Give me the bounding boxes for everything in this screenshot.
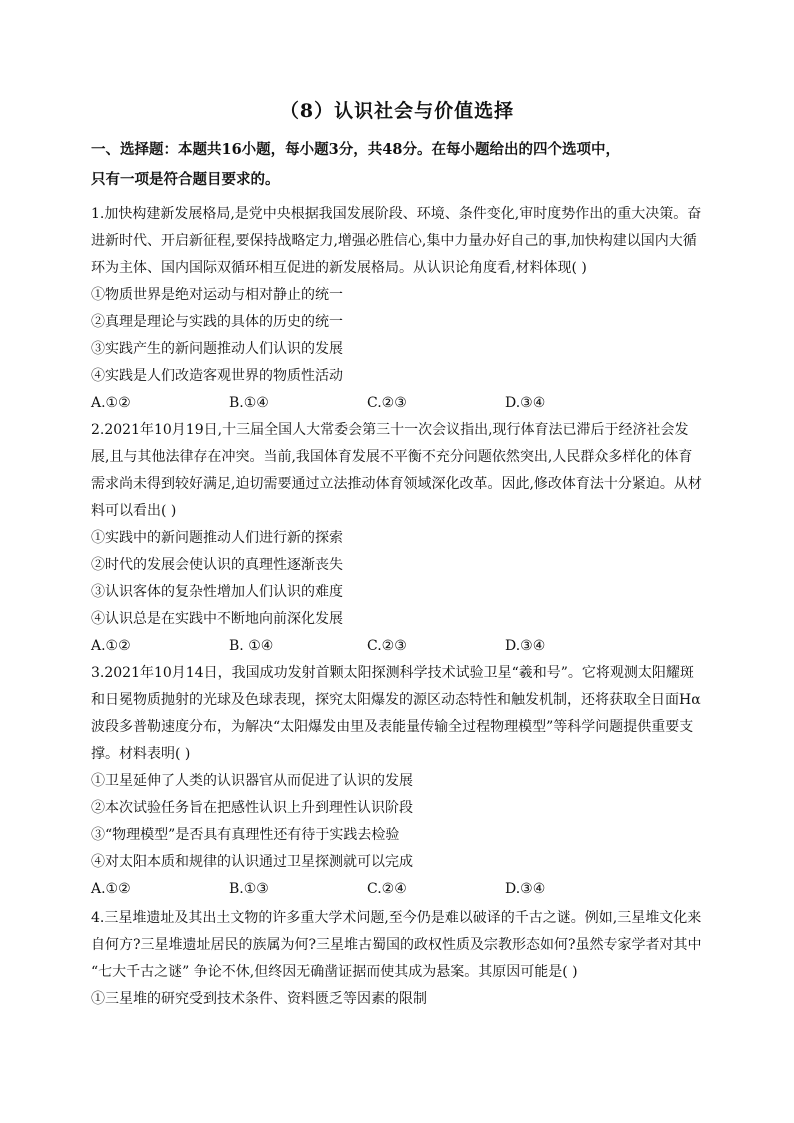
question-4 xyxy=(91,905,703,1013)
option-1: ①卫星延伸了人类的认识器官从而促进了认识的发展 xyxy=(91,773,413,789)
choice-b[interactable]: B.①④ xyxy=(229,395,269,411)
question-stem: 4.三星堆遗址及其出土文物的许多重大学术问题,至今仍是难以破译的千古之谜。例如,三星堆文化来自何方?三星堆遗址居民的族属为何?三星堆古蜀国的政权性质及宗教形态如何?虽然专家学者对其中 “七大千古之谜” 争论不休,但终因无确凿证据而使其成为悬案。其原因可能是( ) xyxy=(91,910,702,980)
answer-choices xyxy=(91,390,703,417)
choice-a[interactable]: A.①② xyxy=(91,881,131,897)
option-1: ①实践中的新问题推动人们进行新的探索 xyxy=(91,530,343,546)
question-3 xyxy=(91,660,703,903)
choice-a[interactable]: A.①② xyxy=(91,638,131,654)
option-3: ③“物理模型”是否具有真理性还有待于实践去检验 xyxy=(91,827,400,843)
choice-d[interactable]: D.③④ xyxy=(505,638,546,654)
section-heading xyxy=(91,135,711,195)
choice-d[interactable]: D.③④ xyxy=(505,881,546,897)
choice-b[interactable]: B.①③ xyxy=(229,881,269,897)
question-2 xyxy=(91,417,703,660)
option-4: ④认识总是在实践中不断地向前深化发展 xyxy=(91,611,343,627)
option-2: ②真理是理论与实践的具体的历史的统一 xyxy=(91,314,343,330)
choice-c[interactable]: C.②③ xyxy=(367,638,407,654)
question-1 xyxy=(91,201,703,417)
answer-choices xyxy=(91,876,703,903)
option-3: ③认识客体的复杂性增加人们认识的难度 xyxy=(91,584,343,600)
option-4: ④实践是人们改造客观世界的物质性活动 xyxy=(91,368,343,384)
section-heading-line-1: 一、选择题：本题共16小题，每小题3分，共48分。在每小题给出的四个选项中， xyxy=(91,141,620,158)
question-stem: 2.2021年10月19日,十三届全国人大常委会第三十一次会议指出,现行体育法已滞后于经济社会发展,且与其他法律存在冲突。当前,我国体育发展不平衡不充分问题依然突出,人民群众多样化的体育需求尚未得到较好满足,迫切需要通过立法推动体育领域深化改革。因此,修改体育法十分紧迫。从材料可以看出( ) xyxy=(91,422,702,519)
option-3: ③实践产生的新问题推动人们认识的发展 xyxy=(91,341,343,357)
page-title: （8）认识社会与价值选择 xyxy=(279,100,515,122)
option-1: ①物质世界是绝对运动与相对静止的统一 xyxy=(91,287,343,303)
choice-c[interactable]: C.②③ xyxy=(367,395,407,411)
option-1: ①三星堆的研究受到技术条件、资料匮乏等因素的限制 xyxy=(91,991,427,1007)
answer-choices xyxy=(91,633,703,660)
choice-c[interactable]: C.②④ xyxy=(367,881,407,897)
option-4: ④对太阳本质和规律的认识通过卫星探测就可以完成 xyxy=(91,854,413,870)
question-stem: 1.加快构建新发展格局,是党中央根据我国发展阶段、环境、条件变化,审时度势作出的重大决策。奋进新时代、开启新征程,要保持战略定力,增强必胜信心,集中力量办好自己的事,加快构建以国内大循环为主体、国内国际双循环相互促进的新发展格局。从认识论角度看,材料体现( ) xyxy=(91,206,702,276)
section-heading-line-2: 只有一项是符合题目要求的。 xyxy=(91,171,280,188)
option-2: ②本次试验任务旨在把感性认识上升到理性认识阶段 xyxy=(91,800,413,816)
choice-d[interactable]: D.③④ xyxy=(505,395,546,411)
choice-b[interactable]: B. ①④ xyxy=(229,638,274,654)
option-2: ②时代的发展会使认识的真理性逐渐丧失 xyxy=(91,557,343,573)
question-stem: 3.2021年10月14日，我国成功发射首颗太阳探测科学技术试验卫星“羲和号”。它将观测太阳耀斑和日冕物质抛射的光球及色球表现，探究太阳爆发的源区动态特性和触发机制，还将获取全日面Hα波段多普勒速度分布，为解决“太阳爆发由里及表能量传输全过程物理模型”等科学问题提供重要支撑。材料表明( ) xyxy=(91,665,701,762)
choice-a[interactable]: A.①② xyxy=(91,395,131,411)
